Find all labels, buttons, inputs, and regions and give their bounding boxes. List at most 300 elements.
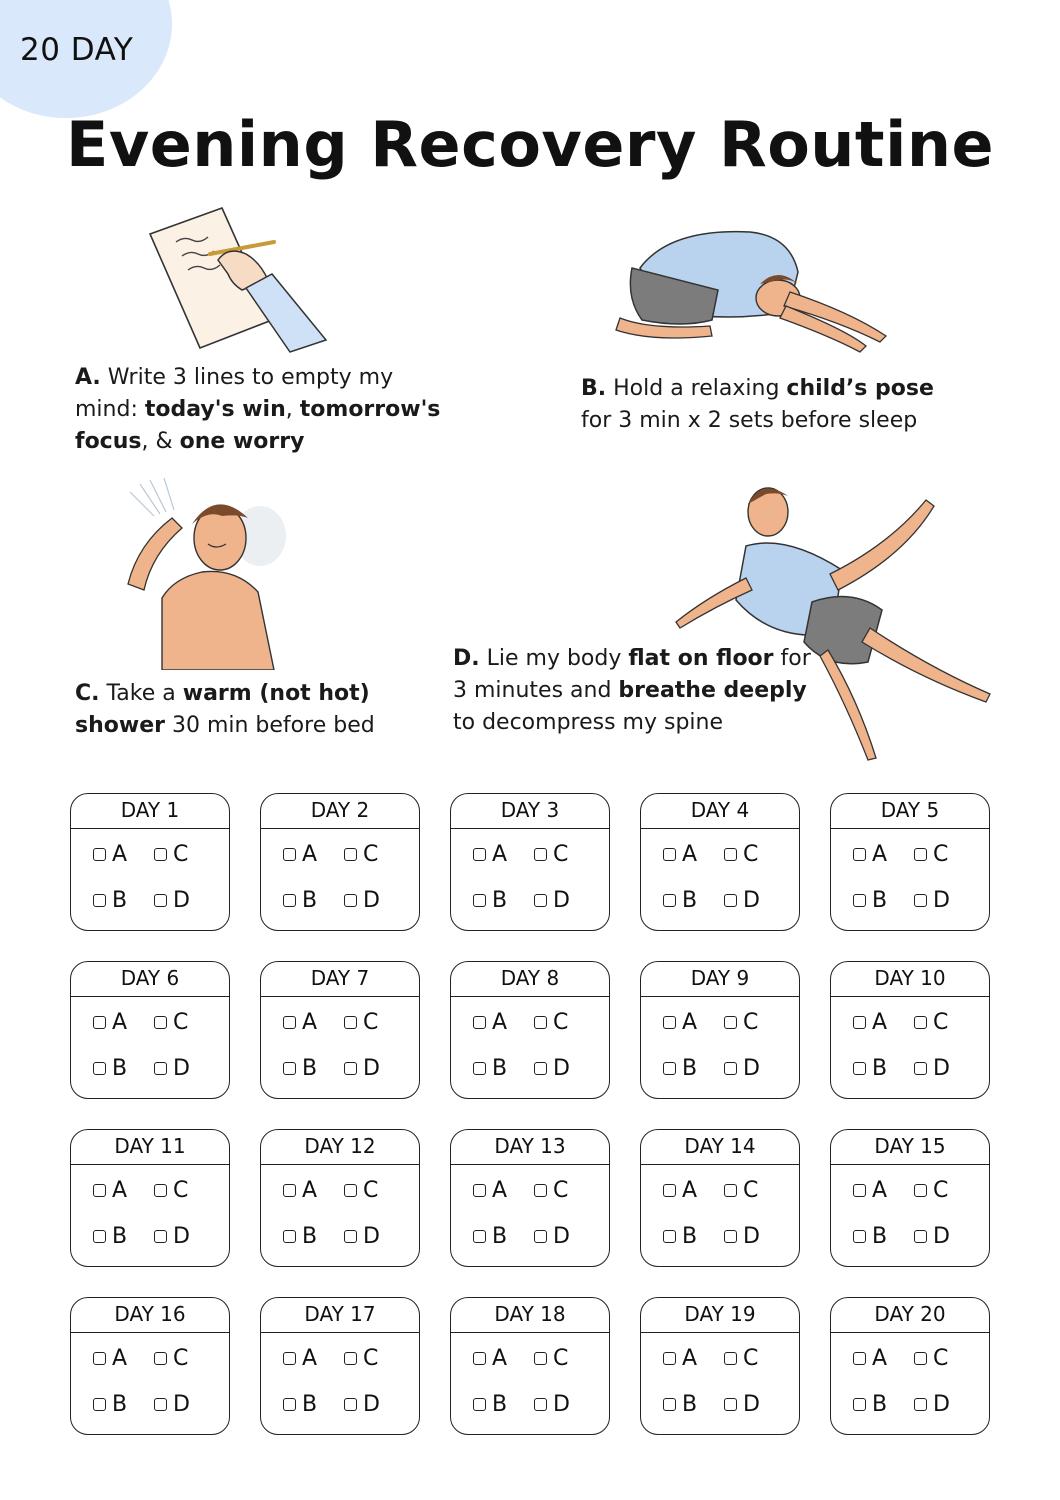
checkbox-icon[interactable]	[914, 1184, 927, 1197]
option-label: A	[302, 1177, 318, 1203]
option-checkbox-a[interactable]	[283, 999, 344, 1045]
day-label: DAY 4	[641, 794, 799, 829]
option-label: A	[112, 1345, 128, 1371]
option-checkbox-b[interactable]	[663, 877, 724, 923]
option-checkbox-a[interactable]	[93, 1335, 154, 1381]
checkbox-icon[interactable]	[534, 1230, 547, 1243]
checkbox-icon[interactable]	[663, 1398, 676, 1411]
option-label: B	[682, 1391, 698, 1417]
checkbox-icon[interactable]	[473, 894, 486, 907]
journal-writing-icon	[140, 202, 340, 360]
checkbox-icon[interactable]	[283, 1352, 296, 1365]
checkbox-icon[interactable]	[154, 1016, 167, 1029]
checkbox-icon[interactable]	[283, 1398, 296, 1411]
day-label: DAY 7	[261, 962, 419, 997]
option-checkbox-c[interactable]	[534, 1335, 595, 1381]
day-card	[260, 793, 420, 931]
day-card	[450, 793, 610, 931]
step-text-run: flat on floor	[628, 646, 774, 671]
option-checkbox-a[interactable]	[853, 1335, 914, 1381]
option-label: C	[933, 1345, 949, 1371]
checkbox-icon[interactable]	[914, 848, 927, 861]
option-checkbox-a[interactable]	[473, 831, 534, 877]
day-tracker-grid	[70, 793, 990, 1435]
checkbox-icon[interactable]	[154, 1352, 167, 1365]
day-label: DAY 17	[261, 1298, 419, 1333]
option-checkbox-c[interactable]	[344, 1167, 405, 1213]
checkbox-icon[interactable]	[914, 1230, 927, 1243]
day-options	[641, 1165, 799, 1259]
option-label: D	[173, 887, 190, 913]
step-c-text	[75, 678, 405, 742]
option-checkbox-b[interactable]	[93, 1213, 154, 1259]
step-text-run: to decompress my spine	[453, 710, 724, 735]
option-checkbox-b[interactable]	[283, 877, 344, 923]
checkbox-icon[interactable]	[473, 1352, 486, 1365]
day-label: DAY 20	[831, 1298, 989, 1333]
checkbox-icon[interactable]	[473, 1398, 486, 1411]
option-label: A	[872, 1345, 888, 1371]
checkbox-icon[interactable]	[534, 848, 547, 861]
checkbox-icon[interactable]	[283, 1062, 296, 1075]
checkbox-icon[interactable]	[534, 1184, 547, 1197]
option-checkbox-d[interactable]	[724, 1045, 785, 1091]
option-label: C	[173, 841, 189, 867]
option-label: D	[743, 887, 760, 913]
option-checkbox-d[interactable]	[344, 1045, 405, 1091]
day-options	[831, 1165, 989, 1259]
option-checkbox-d[interactable]	[154, 877, 215, 923]
option-label: C	[363, 1009, 379, 1035]
option-checkbox-a[interactable]	[473, 1167, 534, 1213]
checkbox-icon[interactable]	[914, 1062, 927, 1075]
option-checkbox-c[interactable]	[344, 999, 405, 1045]
checkbox-icon[interactable]	[154, 1398, 167, 1411]
option-checkbox-c[interactable]	[724, 831, 785, 877]
checkbox-icon[interactable]	[914, 894, 927, 907]
option-checkbox-d[interactable]	[154, 1381, 215, 1427]
option-checkbox-a[interactable]	[853, 831, 914, 877]
checkbox-icon[interactable]	[154, 1230, 167, 1243]
option-checkbox-b[interactable]	[473, 1045, 534, 1091]
checkbox-icon[interactable]	[663, 1062, 676, 1075]
checkbox-icon[interactable]	[663, 1016, 676, 1029]
option-checkbox-d[interactable]	[344, 877, 405, 923]
option-checkbox-d[interactable]	[344, 1213, 405, 1259]
option-label: B	[872, 887, 888, 913]
option-label: D	[743, 1055, 760, 1081]
checkbox-icon[interactable]	[344, 1398, 357, 1411]
step-text-run: , &	[141, 429, 180, 454]
day-card	[450, 1129, 610, 1267]
option-label: A	[682, 1009, 698, 1035]
option-label: A	[302, 841, 318, 867]
option-checkbox-c[interactable]	[154, 1167, 215, 1213]
option-label: A	[302, 1009, 318, 1035]
option-checkbox-d[interactable]	[534, 1381, 595, 1427]
option-checkbox-b[interactable]	[663, 1213, 724, 1259]
option-checkbox-a[interactable]	[93, 831, 154, 877]
option-checkbox-d[interactable]	[914, 877, 975, 923]
option-label: C	[933, 1009, 949, 1035]
day-card	[640, 1297, 800, 1435]
option-label: D	[743, 1391, 760, 1417]
checkbox-icon[interactable]	[853, 1398, 866, 1411]
checkbox-icon[interactable]	[534, 1398, 547, 1411]
option-label: A	[682, 1345, 698, 1371]
checkbox-icon[interactable]	[93, 1398, 106, 1411]
option-checkbox-b[interactable]	[663, 1045, 724, 1091]
option-checkbox-c[interactable]	[724, 1335, 785, 1381]
option-label: D	[933, 1391, 950, 1417]
day-options	[831, 997, 989, 1091]
step-text-run: D.	[453, 646, 480, 671]
option-checkbox-d[interactable]	[534, 1213, 595, 1259]
day-options	[831, 829, 989, 923]
checkbox-icon[interactable]	[724, 1230, 737, 1243]
checkbox-icon[interactable]	[534, 1352, 547, 1365]
checkbox-icon[interactable]	[724, 1184, 737, 1197]
step-d-text	[453, 643, 823, 739]
checkbox-icon[interactable]	[344, 1352, 357, 1365]
option-label: C	[173, 1177, 189, 1203]
option-label: B	[112, 1055, 128, 1081]
checkbox-icon[interactable]	[344, 894, 357, 907]
option-label: A	[112, 1177, 128, 1203]
option-label: C	[173, 1009, 189, 1035]
childs-pose-icon	[610, 222, 906, 362]
day-card	[830, 1129, 990, 1267]
checkbox-icon[interactable]	[154, 894, 167, 907]
day-options	[641, 829, 799, 923]
option-label: B	[872, 1223, 888, 1249]
day-card	[830, 793, 990, 931]
option-checkbox-b[interactable]	[853, 877, 914, 923]
option-label: C	[743, 1177, 759, 1203]
option-checkbox-d[interactable]	[914, 1213, 975, 1259]
day-options	[71, 1165, 229, 1259]
option-checkbox-d[interactable]	[724, 877, 785, 923]
checkbox-icon[interactable]	[853, 1184, 866, 1197]
option-checkbox-a[interactable]	[663, 1335, 724, 1381]
checkbox-icon[interactable]	[283, 1184, 296, 1197]
checkbox-icon[interactable]	[724, 1062, 737, 1075]
option-label: D	[363, 887, 380, 913]
step-text-run: ,	[285, 397, 300, 422]
step-text-run: tomorrow's focus	[75, 397, 441, 454]
checkbox-icon[interactable]	[534, 1062, 547, 1075]
option-checkbox-b[interactable]	[93, 1381, 154, 1427]
day-card	[640, 1129, 800, 1267]
day-options	[451, 997, 609, 1091]
checkbox-icon[interactable]	[93, 1352, 106, 1365]
checkbox-icon[interactable]	[724, 848, 737, 861]
day-card	[830, 961, 990, 1099]
checkbox-icon[interactable]	[724, 1016, 737, 1029]
day-options	[261, 1333, 419, 1427]
checkbox-icon[interactable]	[853, 1062, 866, 1075]
checkbox-icon[interactable]	[473, 1062, 486, 1075]
option-label: B	[302, 1055, 318, 1081]
option-checkbox-d[interactable]	[914, 1381, 975, 1427]
day-label: DAY 9	[641, 962, 799, 997]
option-checkbox-c[interactable]	[534, 999, 595, 1045]
checkbox-icon[interactable]	[663, 1230, 676, 1243]
checkbox-icon[interactable]	[93, 1062, 106, 1075]
checkbox-icon[interactable]	[344, 848, 357, 861]
option-label: B	[112, 1391, 128, 1417]
step-text-run: C.	[75, 681, 100, 706]
option-label: A	[492, 1345, 508, 1371]
option-checkbox-b[interactable]	[473, 1213, 534, 1259]
checkbox-icon[interactable]	[724, 894, 737, 907]
option-label: B	[492, 1055, 508, 1081]
duration-badge: 20 DAY	[20, 32, 134, 68]
option-checkbox-a[interactable]	[283, 831, 344, 877]
checkbox-icon[interactable]	[283, 1230, 296, 1243]
shower-icon	[120, 478, 290, 670]
day-options	[641, 997, 799, 1091]
option-checkbox-c[interactable]	[534, 1167, 595, 1213]
day-card	[70, 1129, 230, 1267]
step-text-run: for 3 minutes and	[453, 646, 811, 703]
checkbox-icon[interactable]	[663, 848, 676, 861]
option-checkbox-c[interactable]	[914, 999, 975, 1045]
checkbox-icon[interactable]	[473, 1184, 486, 1197]
option-label: D	[933, 887, 950, 913]
option-checkbox-a[interactable]	[93, 1167, 154, 1213]
option-checkbox-d[interactable]	[724, 1381, 785, 1427]
option-checkbox-c[interactable]	[154, 831, 215, 877]
option-checkbox-a[interactable]	[283, 1335, 344, 1381]
checkbox-icon[interactable]	[914, 1016, 927, 1029]
checkbox-icon[interactable]	[724, 1398, 737, 1411]
day-options	[261, 1165, 419, 1259]
option-label: C	[363, 841, 379, 867]
day-options	[261, 829, 419, 923]
checkbox-icon[interactable]	[473, 1016, 486, 1029]
option-label: B	[492, 887, 508, 913]
day-card	[640, 961, 800, 1099]
option-checkbox-b[interactable]	[663, 1381, 724, 1427]
option-label: B	[302, 887, 318, 913]
option-label: D	[173, 1055, 190, 1081]
option-checkbox-d[interactable]	[914, 1045, 975, 1091]
option-label: B	[492, 1391, 508, 1417]
day-options	[641, 1333, 799, 1427]
day-options	[831, 1333, 989, 1427]
option-label: C	[743, 1009, 759, 1035]
day-label: DAY 8	[451, 962, 609, 997]
option-label: C	[553, 1345, 569, 1371]
checkbox-icon[interactable]	[283, 1016, 296, 1029]
checkbox-icon[interactable]	[853, 894, 866, 907]
option-checkbox-c[interactable]	[914, 1167, 975, 1213]
day-options	[451, 829, 609, 923]
step-b-text	[581, 373, 953, 437]
option-label: B	[112, 887, 128, 913]
option-checkbox-c[interactable]	[154, 1335, 215, 1381]
day-card	[260, 1129, 420, 1267]
day-label: DAY 6	[71, 962, 229, 997]
checkbox-icon[interactable]	[344, 1184, 357, 1197]
day-options	[71, 997, 229, 1091]
day-label: DAY 3	[451, 794, 609, 829]
step-text-run: today's win	[144, 397, 286, 422]
option-label: C	[553, 1009, 569, 1035]
day-label: DAY 5	[831, 794, 989, 829]
checkbox-icon[interactable]	[853, 1016, 866, 1029]
checkbox-icon[interactable]	[914, 1352, 927, 1365]
option-label: B	[682, 887, 698, 913]
option-checkbox-b[interactable]	[93, 1045, 154, 1091]
option-checkbox-a[interactable]	[473, 999, 534, 1045]
option-label: A	[872, 841, 888, 867]
option-checkbox-c[interactable]	[914, 1335, 975, 1381]
checkbox-icon[interactable]	[283, 894, 296, 907]
day-label: DAY 14	[641, 1130, 799, 1165]
option-checkbox-b[interactable]	[283, 1213, 344, 1259]
option-checkbox-b[interactable]	[283, 1045, 344, 1091]
day-card	[70, 1297, 230, 1435]
day-options	[71, 829, 229, 923]
option-label: B	[302, 1223, 318, 1249]
option-label: A	[112, 1009, 128, 1035]
option-label: D	[743, 1223, 760, 1249]
option-label: A	[492, 1177, 508, 1203]
option-checkbox-a[interactable]	[93, 999, 154, 1045]
option-checkbox-a[interactable]	[853, 1167, 914, 1213]
checkbox-icon[interactable]	[93, 894, 106, 907]
option-checkbox-b[interactable]	[853, 1213, 914, 1259]
checkbox-icon[interactable]	[914, 1398, 927, 1411]
day-card	[70, 793, 230, 931]
checkbox-icon[interactable]	[534, 1016, 547, 1029]
option-checkbox-b[interactable]	[283, 1381, 344, 1427]
option-checkbox-b[interactable]	[473, 1381, 534, 1427]
option-checkbox-b[interactable]	[93, 877, 154, 923]
option-label: C	[173, 1345, 189, 1371]
step-text-run: Hold a relaxing	[606, 376, 787, 401]
option-label: D	[173, 1223, 190, 1249]
checkbox-icon[interactable]	[724, 1352, 737, 1365]
checkbox-icon[interactable]	[344, 1062, 357, 1075]
option-label: D	[363, 1391, 380, 1417]
checkbox-icon[interactable]	[663, 894, 676, 907]
option-checkbox-c[interactable]	[154, 999, 215, 1045]
step-text-run: A.	[75, 365, 101, 390]
step-text-run: B.	[581, 376, 607, 401]
option-label: B	[872, 1391, 888, 1417]
option-label: B	[302, 1391, 318, 1417]
option-label: C	[933, 1177, 949, 1203]
checkbox-icon[interactable]	[283, 848, 296, 861]
checkbox-icon[interactable]	[853, 848, 866, 861]
day-card	[260, 961, 420, 1099]
option-checkbox-a[interactable]	[663, 999, 724, 1045]
option-checkbox-b[interactable]	[853, 1381, 914, 1427]
day-options	[451, 1333, 609, 1427]
option-checkbox-c[interactable]	[724, 1167, 785, 1213]
checkbox-icon[interactable]	[154, 1184, 167, 1197]
option-label: B	[682, 1055, 698, 1081]
checkbox-icon[interactable]	[93, 1230, 106, 1243]
option-checkbox-c[interactable]	[724, 999, 785, 1045]
checkbox-icon[interactable]	[93, 848, 106, 861]
day-card	[830, 1297, 990, 1435]
page-title: Evening Recovery Routine	[65, 108, 995, 181]
checkbox-icon[interactable]	[93, 1016, 106, 1029]
step-text-run: Write 3 lines to empty my mind:	[75, 365, 394, 422]
checkbox-icon[interactable]	[93, 1184, 106, 1197]
checkbox-icon[interactable]	[663, 1352, 676, 1365]
checkbox-icon[interactable]	[154, 848, 167, 861]
checkbox-icon[interactable]	[344, 1016, 357, 1029]
option-checkbox-a[interactable]	[663, 1167, 724, 1213]
option-checkbox-d[interactable]	[724, 1213, 785, 1259]
day-label: DAY 18	[451, 1298, 609, 1333]
option-label: A	[492, 1009, 508, 1035]
option-checkbox-c[interactable]	[344, 1335, 405, 1381]
option-checkbox-c[interactable]	[344, 831, 405, 877]
option-checkbox-d[interactable]	[534, 877, 595, 923]
option-label: B	[872, 1055, 888, 1081]
step-text-run: child’s pose	[786, 376, 934, 401]
option-checkbox-a[interactable]	[663, 831, 724, 877]
option-checkbox-b[interactable]	[473, 877, 534, 923]
option-label: A	[302, 1345, 318, 1371]
step-text-run: breathe deeply	[618, 678, 807, 703]
option-label: C	[743, 841, 759, 867]
day-card	[70, 961, 230, 1099]
day-options	[451, 1165, 609, 1259]
day-label: DAY 15	[831, 1130, 989, 1165]
day-card	[640, 793, 800, 931]
option-checkbox-d[interactable]	[344, 1381, 405, 1427]
option-checkbox-d[interactable]	[154, 1213, 215, 1259]
option-label: D	[553, 1223, 570, 1249]
option-checkbox-b[interactable]	[853, 1045, 914, 1091]
step-text-run: Take a	[99, 681, 183, 706]
option-label: C	[933, 841, 949, 867]
checkbox-icon[interactable]	[534, 894, 547, 907]
day-options	[71, 1333, 229, 1427]
option-checkbox-c[interactable]	[534, 831, 595, 877]
option-checkbox-a[interactable]	[853, 999, 914, 1045]
option-label: C	[363, 1177, 379, 1203]
day-card	[260, 1297, 420, 1435]
day-label: DAY 16	[71, 1298, 229, 1333]
checkbox-icon[interactable]	[473, 1230, 486, 1243]
option-label: A	[872, 1009, 888, 1035]
option-label: D	[553, 1391, 570, 1417]
day-label: DAY 11	[71, 1130, 229, 1165]
checkbox-icon[interactable]	[853, 1230, 866, 1243]
checkbox-icon[interactable]	[473, 848, 486, 861]
checkbox-icon[interactable]	[154, 1062, 167, 1075]
option-checkbox-a[interactable]	[283, 1167, 344, 1213]
checkbox-icon[interactable]	[853, 1352, 866, 1365]
day-card	[450, 1297, 610, 1435]
option-checkbox-a[interactable]	[473, 1335, 534, 1381]
checkbox-icon[interactable]	[344, 1230, 357, 1243]
option-checkbox-d[interactable]	[154, 1045, 215, 1091]
option-label: A	[682, 841, 698, 867]
checkbox-icon[interactable]	[663, 1184, 676, 1197]
option-checkbox-d[interactable]	[534, 1045, 595, 1091]
step-text-run: warm (not hot) shower	[75, 681, 370, 738]
option-checkbox-c[interactable]	[914, 831, 975, 877]
